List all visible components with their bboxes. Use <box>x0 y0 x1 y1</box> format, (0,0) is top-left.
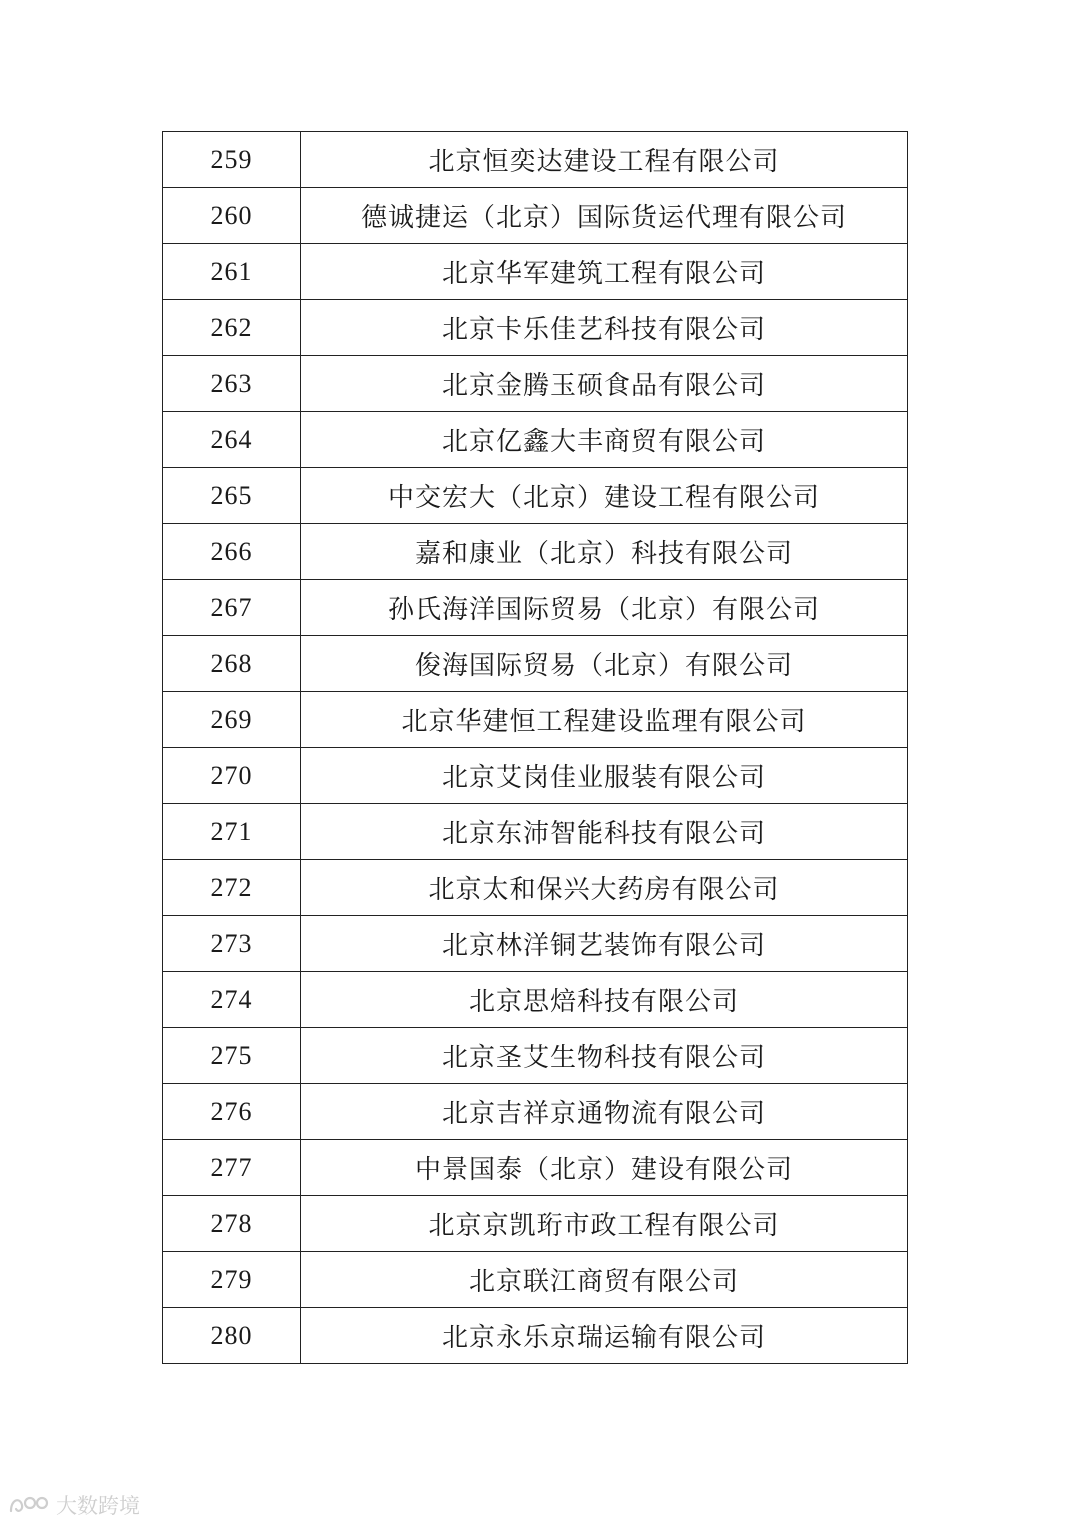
company-name-cell: 北京东沛智能科技有限公司 <box>301 804 908 860</box>
table-row <box>163 1196 908 1252</box>
row-number-cell: 260 <box>163 188 301 244</box>
watermark <box>8 1490 140 1520</box>
table-row <box>163 972 908 1028</box>
row-number-cell: 269 <box>163 692 301 748</box>
table-row <box>163 412 908 468</box>
company-name-cell: 北京华军建筑工程有限公司 <box>301 244 908 300</box>
table-row <box>163 188 908 244</box>
table-row <box>163 1140 908 1196</box>
row-number-cell: 272 <box>163 860 301 916</box>
company-name-cell: 北京亿鑫大丰商贸有限公司 <box>301 412 908 468</box>
row-number-cell: 275 <box>163 1028 301 1084</box>
company-name-cell: 俊海国际贸易（北京）有限公司 <box>301 636 908 692</box>
company-list-table <box>162 131 908 1364</box>
table-row <box>163 580 908 636</box>
company-name-cell: 北京太和保兴大药房有限公司 <box>301 860 908 916</box>
company-name-cell: 北京华建恒工程建设监理有限公司 <box>301 692 908 748</box>
table-row <box>163 132 908 188</box>
row-number-cell: 259 <box>163 132 301 188</box>
table-row <box>163 468 908 524</box>
company-name-cell: 德诚捷运（北京）国际货运代理有限公司 <box>301 188 908 244</box>
row-number-cell: 267 <box>163 580 301 636</box>
row-number-cell: 268 <box>163 636 301 692</box>
table-row <box>163 636 908 692</box>
company-name-cell: 北京艾岗佳业服装有限公司 <box>301 748 908 804</box>
company-name-cell: 北京思焙科技有限公司 <box>301 972 908 1028</box>
row-number-cell: 262 <box>163 300 301 356</box>
logo-icon <box>8 1493 50 1517</box>
table-row <box>163 244 908 300</box>
table-row <box>163 1308 908 1364</box>
company-name-cell: 北京联江商贸有限公司 <box>301 1252 908 1308</box>
table-row <box>163 300 908 356</box>
company-name-cell: 中交宏大（北京）建设工程有限公司 <box>301 468 908 524</box>
table-row <box>163 524 908 580</box>
row-number-cell: 280 <box>163 1308 301 1364</box>
row-number-cell: 271 <box>163 804 301 860</box>
table-row <box>163 1084 908 1140</box>
company-name-cell: 孙氏海洋国际贸易（北京）有限公司 <box>301 580 908 636</box>
watermark-text: 大数跨境 <box>56 1494 140 1518</box>
company-name-cell: 中景国泰（北京）建设有限公司 <box>301 1140 908 1196</box>
table-row <box>163 916 908 972</box>
row-number-cell: 278 <box>163 1196 301 1252</box>
company-name-cell: 北京卡乐佳艺科技有限公司 <box>301 300 908 356</box>
row-number-cell: 279 <box>163 1252 301 1308</box>
row-number-cell: 273 <box>163 916 301 972</box>
company-name-cell: 北京圣艾生物科技有限公司 <box>301 1028 908 1084</box>
row-number-cell: 264 <box>163 412 301 468</box>
table-row <box>163 692 908 748</box>
company-name-cell: 北京永乐京瑞运输有限公司 <box>301 1308 908 1364</box>
company-name-cell: 北京林洋铜艺装饰有限公司 <box>301 916 908 972</box>
table-row <box>163 1252 908 1308</box>
row-number-cell: 263 <box>163 356 301 412</box>
row-number-cell: 277 <box>163 1140 301 1196</box>
row-number-cell: 270 <box>163 748 301 804</box>
company-name-cell: 北京金腾玉硕食品有限公司 <box>301 356 908 412</box>
row-number-cell: 274 <box>163 972 301 1028</box>
table-row <box>163 860 908 916</box>
company-name-cell: 北京恒奕达建设工程有限公司 <box>301 132 908 188</box>
table-row <box>163 356 908 412</box>
row-number-cell: 276 <box>163 1084 301 1140</box>
row-number-cell: 266 <box>163 524 301 580</box>
company-name-cell: 北京吉祥京通物流有限公司 <box>301 1084 908 1140</box>
table-row <box>163 804 908 860</box>
table-row <box>163 1028 908 1084</box>
company-table-body <box>163 132 908 1364</box>
company-name-cell: 嘉和康业（北京）科技有限公司 <box>301 524 908 580</box>
row-number-cell: 265 <box>163 468 301 524</box>
row-number-cell: 261 <box>163 244 301 300</box>
company-name-cell: 北京京凯珩市政工程有限公司 <box>301 1196 908 1252</box>
table-row <box>163 748 908 804</box>
